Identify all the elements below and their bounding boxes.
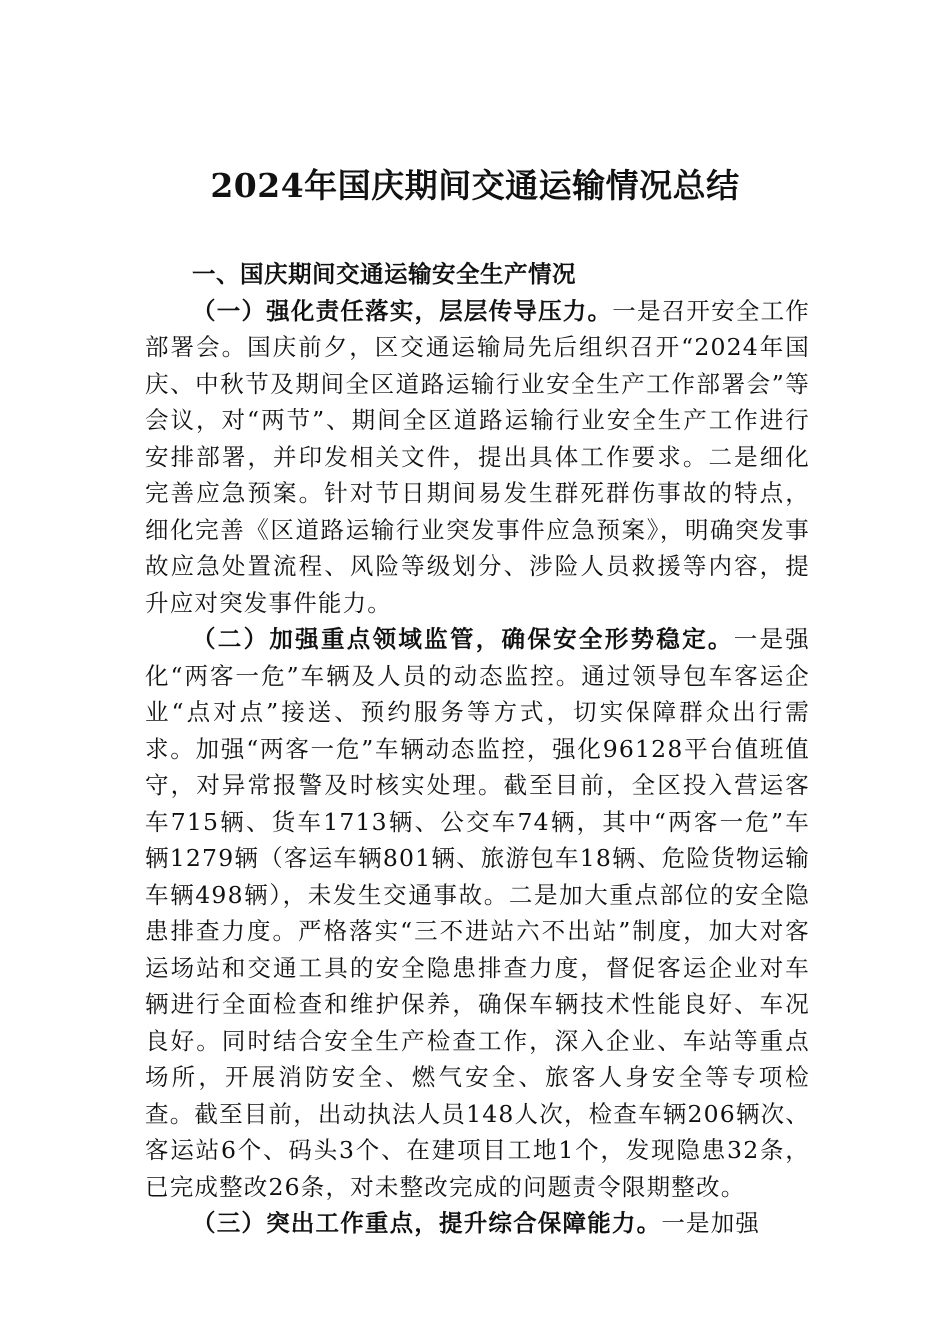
paragraph-text: 一是加强 — [661, 1209, 761, 1237]
paragraph-heading: （二）加强重点领域监管，确保安全形势稳定。 — [192, 625, 734, 653]
paragraph-text: 一是强化“两客一危”车辆及人员的动态监控。通过领导包车客运企业“点对点”接送、预约服务等方式，切实保障群众出行需求。加强“两客一危”车辆动态监控，强化96128平台值班值守，对异常报警及时核实处理。截至目前，全区投入营运客车715辆、货车1713辆、公交车74辆，其中“两客一危”车辆1279辆（客运车辆801辆、旅游包车18辆、危险货物运输车辆498辆），未发生交通事故。二是加大重点部位的安全隐患排查力度。严格落实“三不进站六不出站”制度，加大对客运场站和交通工具的安全隐患排查力度，督促客运企业对车辆进行全面检查和维护保养，确保车辆技术性能良好、车况良好。同时结合安全生产检查工作，深入企业、车站等重点场所，开展消防安全、燃气安全、旅客人身安全等专项检查。截至目前，出动执法人员148人次，检查车辆206辆次、客运站6个、码头3个、在建项目工地1个，发现隐患32条，已完成整改26条，对未整改完成的问题责令限期整改。 — [145, 625, 811, 1201]
paragraph-heading: （一）强化责任落实，层层传导压力。 — [192, 296, 613, 325]
paragraph-supervision — [145, 621, 810, 1205]
document-title: 2024年国庆期间交通运输情况总结 — [210, 166, 740, 205]
paragraph-support — [145, 1205, 810, 1242]
paragraph-responsibility — [145, 293, 810, 622]
document-body — [145, 256, 810, 1242]
paragraph-text: 一是召开安全工作部署会。国庆前夕，区交通运输局先后组织召开“2024年国庆、中秋节及期间全区道路运输行业安全生产工作部署会”等会议，对“两节”、期间全区道路运输行业安全生产工作进行安排部署，并印发相关文件，提出具体工作要求。二是细化完善应急预案。针对节日期间易发生群死群伤事故的特点，细化完善《区道路运输行业突发事件应急预案》，明确突发事故应急处置流程、风险等级划分、涉险人员救援等内容，提升应对突发事件能力。 — [145, 296, 810, 617]
section-heading: 一、国庆期间交通运输安全生产情况 — [192, 260, 576, 288]
paragraph-heading: （三）突出工作重点，提升综合保障能力。 — [192, 1209, 662, 1237]
